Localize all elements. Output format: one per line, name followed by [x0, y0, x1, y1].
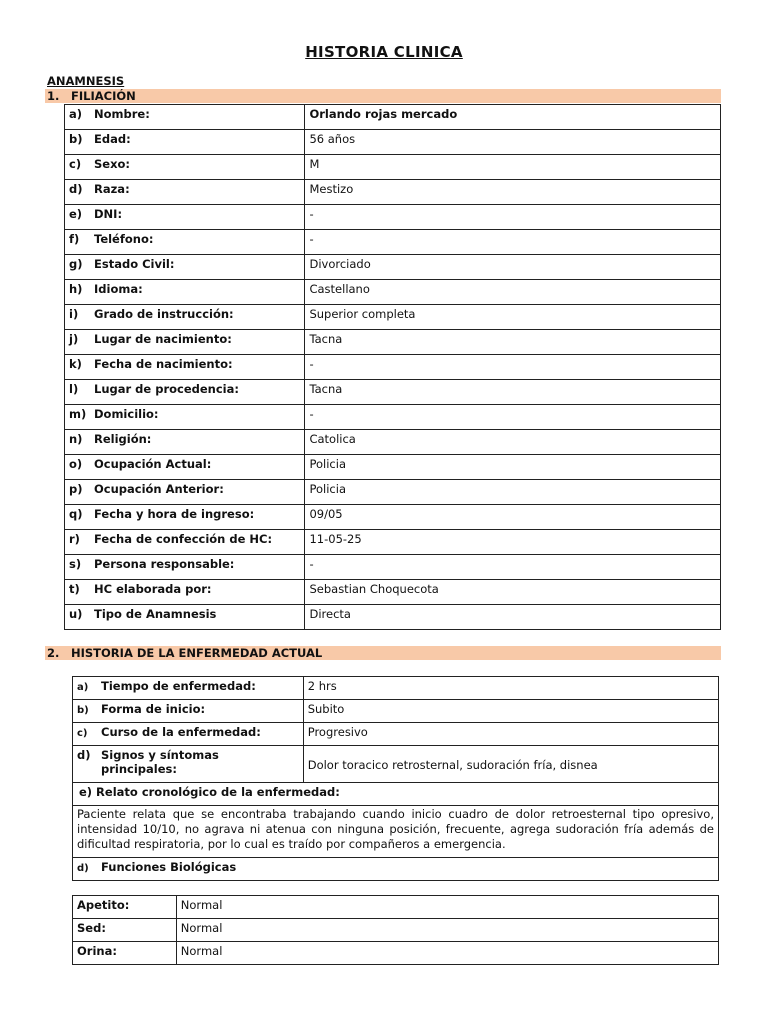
field-value: Mestizo [305, 180, 721, 205]
table-row [65, 305, 721, 330]
field-value: Castellano [305, 280, 721, 305]
filiacion-table [64, 104, 721, 630]
field-letter: g) [69, 257, 83, 271]
field-letter: e) [69, 207, 83, 221]
field-value: Orlando rojas mercado [305, 105, 721, 130]
document-title: HISTORIA CLINICA [305, 43, 463, 61]
field-label [65, 255, 305, 280]
table-row [65, 605, 721, 630]
field-value: 2 hrs [303, 677, 718, 700]
field-label-text: Religión: [94, 432, 152, 446]
field-letter: p) [69, 482, 83, 496]
field-label-text: Lugar de procedencia: [94, 382, 239, 396]
field-label-text: Funciones Biológicas [101, 860, 237, 874]
field-value: - [305, 555, 721, 580]
enfermedad-table [72, 676, 719, 881]
field-label-text: Domicilio: [94, 407, 159, 421]
field-letter: j) [69, 332, 79, 346]
field-label-text: Raza: [94, 182, 130, 196]
field-letter: a) [69, 107, 83, 121]
table-row [73, 942, 719, 965]
field-letter: m) [69, 407, 87, 421]
field-label [65, 355, 305, 380]
table-row [73, 677, 719, 700]
field-value: - [305, 405, 721, 430]
field-value: 09/05 [305, 505, 721, 530]
field-label [65, 155, 305, 180]
field-letter: d) [69, 182, 83, 196]
table-row [65, 380, 721, 405]
field-letter: t) [69, 582, 80, 596]
table-row [65, 105, 721, 130]
field-letter: b) [77, 705, 89, 716]
field-letter: a) [77, 682, 89, 693]
section-number: 1. [47, 89, 60, 103]
field-label-text: Curso de la enfermedad: [101, 725, 261, 739]
table-row [73, 783, 719, 806]
table-row [65, 205, 721, 230]
table-row [73, 896, 719, 919]
field-label [73, 746, 304, 783]
table-row [65, 430, 721, 455]
field-label-text: Ocupación Anterior: [94, 482, 224, 496]
field-label [65, 455, 305, 480]
field-value: Normal [176, 919, 718, 942]
field-label [65, 305, 305, 330]
field-value: Directa [305, 605, 721, 630]
funciones-heading [73, 858, 719, 881]
anamnesis-heading: ANAMNESIS [47, 74, 125, 88]
field-value: Divorciado [305, 255, 721, 280]
field-label: Apetito: [73, 896, 177, 919]
table-row [65, 480, 721, 505]
field-letter: h) [69, 282, 83, 296]
field-value: - [305, 355, 721, 380]
table-row [65, 555, 721, 580]
field-label [65, 230, 305, 255]
field-value: Tacna [305, 380, 721, 405]
table-row [65, 130, 721, 155]
section-label: FILIACIÓN [71, 89, 136, 103]
field-label-text: Tipo de Anamnesis [94, 607, 217, 621]
field-label [65, 605, 305, 630]
table-row [73, 700, 719, 723]
field-label-text: HC elaborada por: [94, 582, 212, 596]
field-label [65, 405, 305, 430]
field-label-text: Fecha de confección de HC: [94, 532, 273, 546]
field-letter: d) [77, 748, 91, 762]
field-label-text: Signos y síntomas principales: [100, 748, 219, 776]
field-label [65, 205, 305, 230]
field-letter: u) [69, 607, 83, 621]
table-row [73, 723, 719, 746]
field-letter: i) [69, 307, 79, 321]
field-label-text: Teléfono: [94, 232, 154, 246]
field-label-text: Fecha de nacimiento: [94, 357, 233, 371]
field-label-text: Ocupación Actual: [94, 457, 212, 471]
field-label [65, 530, 305, 555]
field-value: Superior completa [305, 305, 721, 330]
field-label [65, 180, 305, 205]
field-value: Catolica [305, 430, 721, 455]
field-label [73, 700, 304, 723]
field-value: Policia [305, 480, 721, 505]
field-label-text: Grado de instrucción: [94, 307, 234, 321]
table-row [73, 806, 719, 858]
table-row [65, 255, 721, 280]
field-label-text: Estado Civil: [94, 257, 175, 271]
table-row [73, 919, 719, 942]
field-label-text: DNI: [94, 207, 123, 221]
field-label-text: Fecha y hora de ingreso: [94, 507, 255, 521]
field-value: Dolor toracico retrosternal, sudoración fría, disnea [303, 746, 718, 783]
field-value: Normal [176, 942, 718, 965]
section-label: HISTORIA DE LA ENFERMEDAD ACTUAL [71, 646, 323, 660]
field-label-text: Nombre: [94, 107, 150, 121]
field-label [65, 105, 305, 130]
field-label-text: Edad: [94, 132, 131, 146]
field-letter: o) [69, 457, 83, 471]
field-letter: c) [69, 157, 82, 171]
field-letter: r) [69, 532, 80, 546]
field-label-text: Tiempo de enfermedad: [101, 679, 256, 693]
table-row [65, 580, 721, 605]
field-letter: n) [69, 432, 83, 446]
field-label [65, 555, 305, 580]
table-row [73, 858, 719, 881]
section-enfermedad-header [45, 646, 721, 660]
field-letter: b) [69, 132, 83, 146]
relato-heading: e) Relato cronológico de la enfermedad: [73, 783, 719, 806]
field-label: Sed: [73, 919, 177, 942]
field-value: Tacna [305, 330, 721, 355]
field-value: Subito [303, 700, 718, 723]
field-label [65, 480, 305, 505]
field-letter: f) [69, 232, 80, 246]
field-value: M [305, 155, 721, 180]
field-value: 56 años [305, 130, 721, 155]
field-letter: l) [69, 382, 79, 396]
table-row [65, 330, 721, 355]
table-row [65, 405, 721, 430]
field-label-text: Persona responsable: [94, 557, 235, 571]
field-value: - [305, 205, 721, 230]
field-label: Orina: [73, 942, 177, 965]
field-value: - [305, 230, 721, 255]
field-value: Normal [176, 896, 718, 919]
table-row [65, 180, 721, 205]
table-row [65, 455, 721, 480]
relato-text: Paciente relata que se encontraba trabajando cuando inicio cuadro de dolor retroesternal tipo opresivo, intensidad 10/10, no agrava ni atenua con ninguna posición, frecuente, agrega sudoración fría además de dificultad respiratoria, por lo cual es traído por compañeros a emergencia. [73, 806, 719, 858]
field-label [65, 130, 305, 155]
field-letter: q) [69, 507, 83, 521]
field-label [73, 723, 304, 746]
table-row [73, 746, 719, 783]
table-row [65, 530, 721, 555]
field-label-text: Sexo: [94, 157, 130, 171]
section-filiacion-header [45, 89, 721, 103]
section-number: 2. [47, 646, 60, 660]
field-value: Progresivo [303, 723, 718, 746]
field-value: Sebastian Choquecota [305, 580, 721, 605]
field-letter: c) [77, 728, 88, 739]
field-value: Policia [305, 455, 721, 480]
table-row [65, 230, 721, 255]
field-label [65, 430, 305, 455]
funciones-table [72, 895, 719, 965]
field-letter: s) [69, 557, 82, 571]
table-row [65, 355, 721, 380]
field-label [65, 380, 305, 405]
table-row [65, 155, 721, 180]
field-letter: d) [77, 863, 89, 874]
field-label-text: Lugar de nacimiento: [94, 332, 232, 346]
field-letter: k) [69, 357, 82, 371]
field-label-text: Idioma: [94, 282, 143, 296]
field-label [65, 505, 305, 530]
field-value: 11-05-25 [305, 530, 721, 555]
table-row [65, 280, 721, 305]
field-label [65, 330, 305, 355]
table-row [65, 505, 721, 530]
field-label-text: Forma de inicio: [101, 702, 206, 716]
field-label [65, 280, 305, 305]
field-label [73, 677, 304, 700]
field-label [65, 580, 305, 605]
